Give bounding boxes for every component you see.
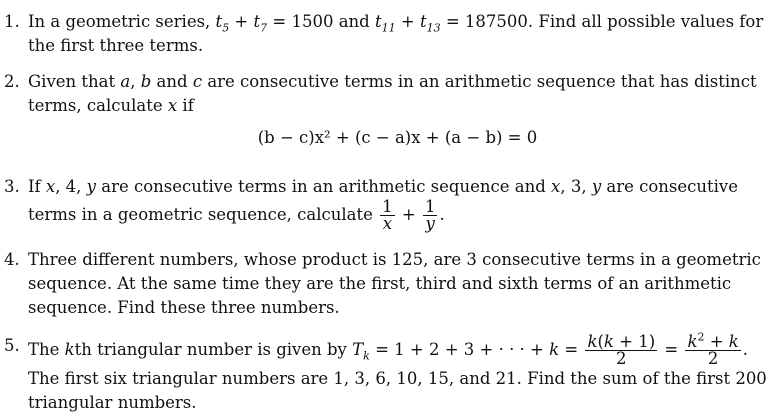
math-x: x <box>45 177 56 196</box>
problem-text: th triangular number is given by <box>74 340 353 359</box>
problem-1: 1. In a geometric series, $t_5 + t_7 = 1500$ and $t_{11} + t_{13} = 187500$. Find all possible values for the first three terms. <box>4 12 764 55</box>
fraction-k-k-plus-1-over-2: $\frac{k(k + 1)}{2}$ <box>587 332 656 368</box>
problem-text: In a geometric series, <box>28 12 216 31</box>
math-t11: $t_{11}$ <box>374 12 396 35</box>
math-k: k <box>64 340 75 359</box>
problem-number: 2. <box>4 72 20 91</box>
problem-text: are consecutive terms in a geometric sequence, calculate <box>28 177 739 224</box>
problem-text: are consecutive terms in an arithmetic sequence and <box>96 177 552 196</box>
problem-5: 5. The kth triangular number is given by $T_k = 1 + 2 + 3$ + · · · + k = $\frac{k(k + 1)}{2}$ = $\frac{k^2 + k}{2}$ . The first six triangular numbers are 1, 3, 6, 10, 15, and 21. Find the sum of the first 200 triangular numbers. <box>4 330 767 412</box>
problem-text: = <box>659 340 684 359</box>
math-t5: $t_5$ <box>215 12 230 35</box>
problem-text: are consecutive terms in an arithmetic sequence that has distinct terms, calculate <box>28 72 757 115</box>
problem-text: = 1500 and <box>267 12 375 31</box>
math-y: y <box>86 177 96 196</box>
problem-text: = 187500. Find all possible values for the first three terms. <box>28 12 764 55</box>
math-t7: $t_7$ <box>253 12 268 35</box>
math-Tk: $T_k$ <box>352 340 370 363</box>
math-c: c <box>192 72 203 91</box>
fraction-one-over-y: $\frac{1}{y}$ <box>424 197 436 233</box>
display-equation: (b − c)x² + (c − a)x + (a − b) = 0 <box>257 128 538 147</box>
problem-text: Given that <box>28 72 121 91</box>
fraction-one-over-x: $\frac{1}{x}$ <box>382 197 393 233</box>
problem-text: = 1 + 2 + 3 + · · · + <box>369 340 550 359</box>
problem-text: . The first six triangular numbers are 1, 3, 6, 10, 15, and 21. Find the sum of the first 200 triangular numbers. <box>28 340 767 412</box>
problem-text: Three different numbers, whose product is 125, are 3 consecutive terms in a geometric sequence. At the same time they are the first, third and sixth terms of an arithmetic sequence. Find these three numbers. <box>28 250 761 317</box>
problem-2: 2. Given that a, b and c are consecutive terms in an arithmetic sequence that has distinct terms, calculate x if (b − c)x² + (c − a)x + (a − b) = 0 <box>4 70 767 150</box>
math-a: a <box>120 72 131 91</box>
problem-text: . <box>439 205 445 224</box>
problem-number: 3. <box>4 177 20 196</box>
problem-4 <box>4 248 767 320</box>
problem-number: 1. <box>4 12 20 31</box>
fraction-k-squared-plus-k-over-2: $\frac{k^2 + k}{2}$ <box>687 330 739 368</box>
math-x: x <box>167 96 178 115</box>
problem-text: The <box>28 340 65 359</box>
math-k: k <box>549 340 560 359</box>
math-x: x <box>551 177 561 196</box>
problem-3: 3. If x, 4, y are consecutive terms in an arithmetic sequence and x, 3, y are consecutive terms in a geometric sequence, calculate $\frac{1}{x}$ + $\frac{1}{y}$ . <box>4 177 739 233</box>
math-y: y <box>591 177 602 196</box>
problem-number: 4. <box>4 250 20 269</box>
math-t13: $t_{13}$ <box>419 12 441 35</box>
problem-number: 5. <box>4 336 20 355</box>
math-b: b <box>140 72 152 91</box>
problem-text: if <box>177 96 194 115</box>
problem-text: If <box>28 177 46 196</box>
